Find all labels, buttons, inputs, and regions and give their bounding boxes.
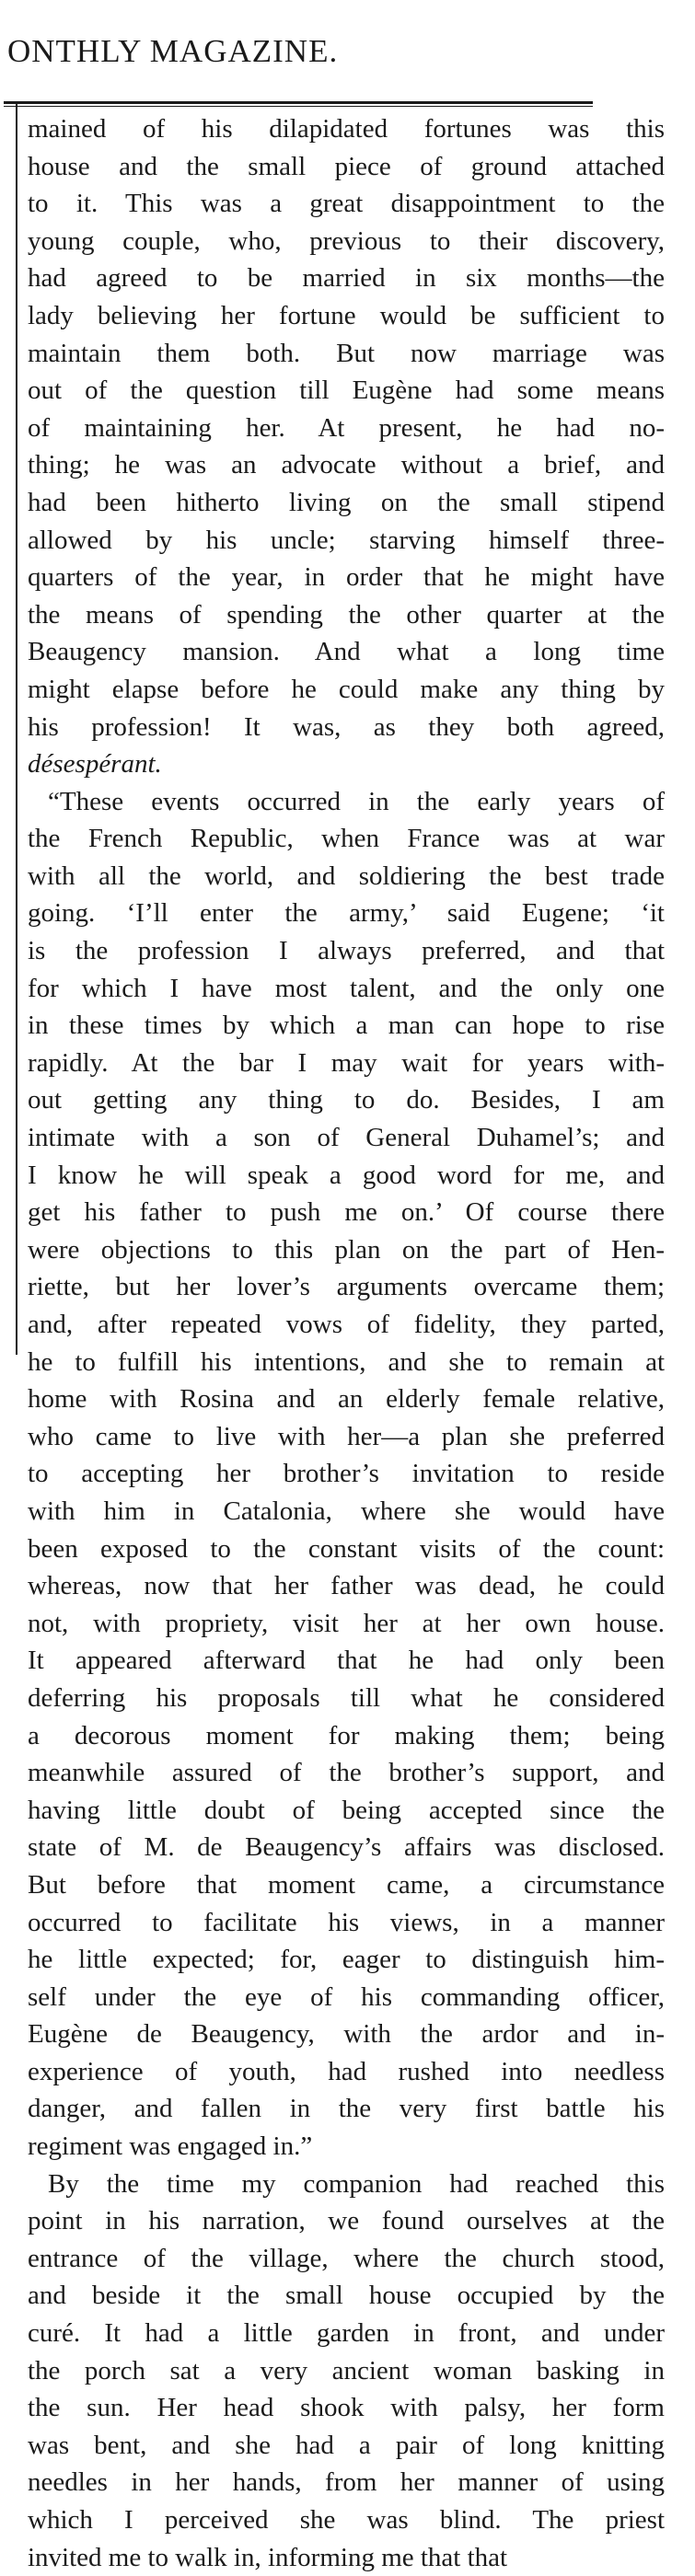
- header-rule-thin: [4, 106, 593, 107]
- text-line: entrance of the village, where the church stood,: [28, 2243, 665, 2273]
- text-line: of maintaining her. At present, he had no-: [28, 412, 665, 443]
- text-line: I know he will speak a good word for me, and: [28, 1160, 665, 1190]
- text-line: state of M. de Beaugency’s affairs was disclosed.: [28, 1832, 665, 1863]
- text-line: a decorous moment for making them; being: [28, 1720, 665, 1750]
- text-line: out of the question till Eugène had some means: [28, 375, 665, 406]
- text-line: he little expected; for, eager to distinguish him-: [28, 1945, 665, 1975]
- text-line: quarters of the year, in order that he might have: [28, 562, 665, 593]
- text-line: lady believing her fortune would be sufficient to: [28, 300, 665, 330]
- text-line: occurred to facilitate his views, in a manner: [28, 1907, 665, 1937]
- text-line: had been hitherto living on the small stipend: [28, 487, 665, 517]
- text-line: young couple, who, previous to their discovery,: [28, 225, 665, 256]
- text-line: deferring his proposals till what he considered: [28, 1682, 665, 1713]
- text-line: danger, and fallen in the very first battle his: [28, 2094, 665, 2124]
- text-line: “These events occurred in the early years of: [48, 786, 665, 816]
- paragraph: [28, 783, 665, 2166]
- text-line: By the time my companion had reached this: [48, 2168, 665, 2199]
- text-line: get his father to push me on.’ Of course there: [28, 1197, 665, 1228]
- text-line: curé. It had a little garden in front, and under: [28, 2318, 665, 2349]
- text-line: regiment was engaged in.”: [28, 2131, 313, 2162]
- text-line: in these times by which a man can hope to rise: [28, 1011, 665, 1041]
- text-line: who came to live with her—a plan she preferred: [28, 1421, 665, 1451]
- text-line: had agreed to be married in six months—the: [28, 263, 665, 294]
- text-line: might elapse before he could make any thing by: [28, 674, 665, 704]
- text-line: which I perceived she was blind. The priest: [28, 2505, 665, 2535]
- text-line: Beaugency mansion. And what a long time: [28, 637, 665, 667]
- text-line: But before that moment came, a circumstance: [28, 1869, 665, 1900]
- text-line: and, after repeated vows of fidelity, they parted,: [28, 1310, 665, 1339]
- text-line: the means of spending the other quarter at the: [28, 599, 665, 630]
- text-line: out getting any thing to do. Besides, I am: [28, 1085, 665, 1115]
- text-line: the sun. Her head shook with palsy, her form: [28, 2393, 665, 2423]
- text-line: for which I have most talent, and the only one: [28, 973, 665, 1003]
- paragraph: [28, 110, 665, 783]
- text-line: experience of youth, had rushed into needless: [28, 2056, 665, 2086]
- article-body: [28, 110, 665, 2576]
- header-rule: [4, 101, 593, 104]
- text-line: he to fulfill his intentions, and she to remain at: [28, 1346, 665, 1377]
- text-line: and beside it the small house occupied by the: [28, 2281, 665, 2311]
- text-line: invited me to walk in, informing me that that: [28, 2542, 508, 2572]
- text-line: [28, 745, 665, 783]
- text-line: point in his narration, we found ourselves at the: [28, 2206, 665, 2236]
- text-line: needles in her hands, from her manner of using: [28, 2467, 665, 2498]
- text-line: with all the world, and soldiering the best trade: [28, 861, 665, 891]
- text-line: allowed by his uncle; starving himself three-: [28, 525, 665, 555]
- text-line: with him in Catalonia, where she would have: [28, 1496, 665, 1526]
- emphasized-word: désespérant.: [28, 749, 162, 780]
- running-header: ONTHLY MAGAZINE.: [7, 33, 339, 69]
- text-line: house and the small piece of ground attached: [28, 151, 665, 181]
- text-line: to accepting her brother’s invitation to reside: [28, 1459, 665, 1489]
- text-line: Eugène de Beaugency, with the ardor and in-: [28, 2019, 665, 2050]
- text-line: rapidly. At the bar I may wait for years with-: [28, 1047, 665, 1078]
- text-line: is the profession I always preferred, and that: [28, 936, 665, 966]
- column-rule: [16, 103, 17, 1355]
- text-line: the French Republic, when France was at war: [28, 824, 665, 854]
- text-line: intimate with a son of General Duhamel’s; and: [28, 1123, 665, 1153]
- text-line: the porch sat a very ancient woman basking in: [28, 2355, 665, 2385]
- paragraph: [28, 2166, 665, 2576]
- text-line: to it. This was a great disappointment to the: [28, 189, 665, 219]
- text-line: maintain them both. But now marriage was: [28, 338, 665, 368]
- text-line: thing; he was an advocate without a brief, and: [28, 450, 665, 480]
- text-line: It appeared afterward that he had only been: [28, 1646, 665, 1676]
- text-line: going. ‘I’ll enter the army,’ said Eugene; ‘it: [28, 898, 665, 929]
- text-line: been exposed to the constant visits of the count:: [28, 1533, 665, 1564]
- text-line: were objections to this plan on the part of Hen-: [28, 1234, 665, 1265]
- text-line: mained of his dilapidated fortunes was this: [28, 114, 665, 144]
- text-line: whereas, now that her father was dead, he could: [28, 1571, 665, 1601]
- text-line: having little doubt of being accepted since the: [28, 1795, 665, 1825]
- text-line: not, with propriety, visit her at her own house.: [28, 1608, 665, 1638]
- text-line: home with Rosina and an elderly female relative,: [28, 1384, 665, 1415]
- text-line: his profession! It was, as they both agreed,: [28, 711, 665, 742]
- text-line: meanwhile assured of the brother’s support, and: [28, 1758, 665, 1788]
- text-line: was bent, and she had a pair of long knitting: [28, 2430, 665, 2460]
- text-line: riette, but her lover’s arguments overcame them;: [28, 1272, 665, 1302]
- text-line: self under the eye of his commanding officer,: [28, 1981, 665, 2012]
